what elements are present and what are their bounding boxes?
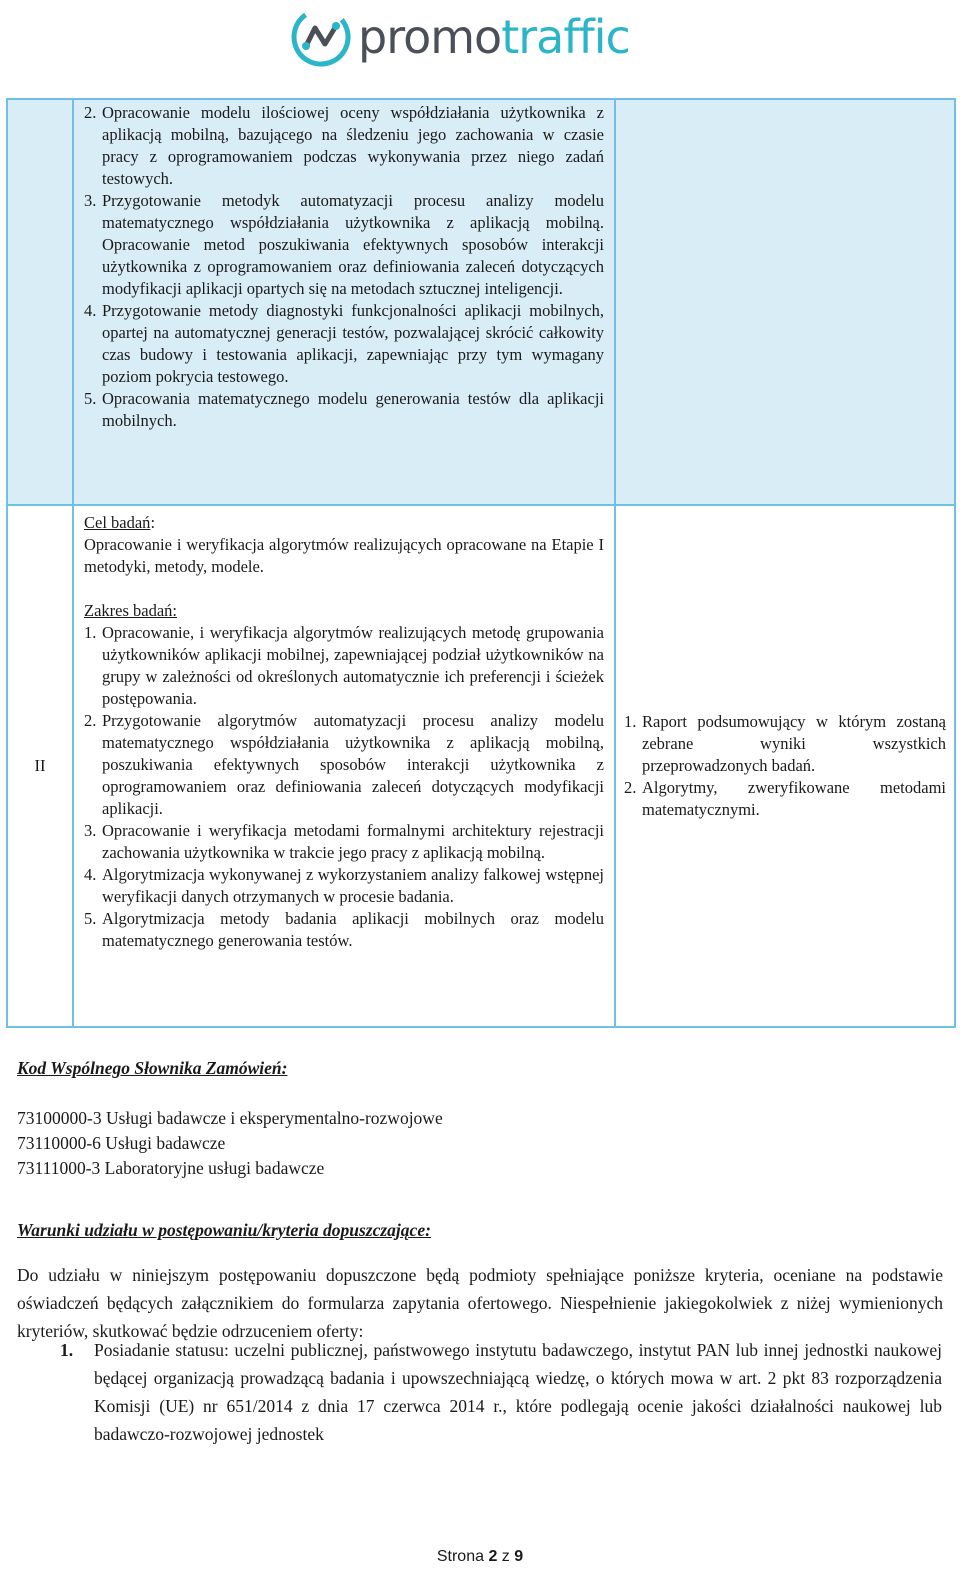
- table-row: [7, 99, 955, 505]
- list-item-text: Opracowania matematycznego modelu generowania testów dla aplikacji mobilnych.: [102, 389, 604, 430]
- conditions-heading: Warunki udziału w postępowaniu/kryteria dopuszczające:: [17, 1220, 431, 1240]
- goal-label: Cel badań: [84, 513, 151, 532]
- stage-number-cell: II: [7, 505, 73, 1027]
- footer-separator: z: [501, 1548, 510, 1565]
- scope-list: [84, 622, 604, 952]
- footer-page-number: 2: [488, 1548, 498, 1565]
- list-item-text: Przygotowanie metodyk automatyzacji procesu analizy modelu matematycznego współdziałania użytkownika z aplikacją mobilną. Opracowanie metod poszukiwania efektywnych sposobów interakcji użytkownika z oprogramowaniem oraz definiowania zaleceń dotyczących modyfikacji aplikacji opartych się na metodach sztucznej inteligencji.: [102, 191, 604, 298]
- scope-list: [84, 102, 604, 432]
- list-item-number: 3.: [84, 821, 97, 840]
- promotraffic-logo: [290, 6, 630, 68]
- goal-colon: :: [150, 513, 156, 532]
- list-item-number: 2.: [84, 103, 97, 122]
- cpv-code: 73110000-6 Usługi badawcze: [17, 1133, 226, 1153]
- logo-wordmark-part1: promo: [358, 10, 502, 64]
- list-item-text: Opracowanie modelu ilościowej oceny współdziałania użytkownika z aplikacją mobilną, bazującego na śledzeniu jego zachowania w czasie pracy z oprogramowaniem podczas wykonywania przez niego zadań testowych.: [102, 103, 604, 188]
- criteria-text: Posiadanie statusu: uczelni publicznej, państwowego instytutu badawczego, instytut PAN lub innej jednostki naukowej będącej organizacją prowadzącą badania i upowszechniającą wiedzę, o których mowa w art. 2 pkt 83 rozporządzenia Komisji (UE) nr 651/2014 z dnia 17 czerwca 2014 r., które podlegają ocenie jakości działalności naukowej lub badawczo-rozwojowej jednostek: [94, 1340, 942, 1444]
- cpv-heading: Kod Wspólnego Słownika Zamówień:: [17, 1058, 288, 1078]
- list-item: [624, 711, 946, 777]
- list-item-number: 4.: [84, 301, 97, 320]
- list-item-text: Algorytmy, zweryfikowane metodami matematycznymi.: [642, 778, 946, 819]
- cpv-code: 73100000-3 Usługi badawcze i eksperymentalno-rozwojowe: [17, 1108, 443, 1128]
- page-footer: [0, 1548, 960, 1566]
- list-item: [84, 102, 604, 190]
- footer-page-label: Strona: [436, 1548, 484, 1565]
- logo-wordmark-part2: traffic: [501, 10, 630, 64]
- list-item: [624, 777, 946, 821]
- list-item-text: Opracowanie, i weryfikacja algorytmów realizujących metodę grupowania użytkowników aplikacji mobilnej, zapewniającej podział użytkowników na grupy w zależności od określonych automatycznie ich preferencji i ścieżek postępowania.: [102, 623, 604, 708]
- list-item-number: 1.: [84, 623, 97, 642]
- list-item-number: 2.: [624, 778, 637, 797]
- list-item-text: Raport podsumowujący w którym zostaną zebrane wyniki wszystkich przeprowadzonych badań.: [642, 712, 946, 775]
- list-item-text: Algorytmizacja metody badania aplikacji mobilnych oraz modelu matematycznego generowania testów.: [102, 909, 604, 950]
- page-header: [0, 0, 960, 80]
- criteria-item: [60, 1336, 942, 1448]
- stage-number-cell: [7, 99, 73, 505]
- list-item: [84, 710, 604, 820]
- list-item-text: Przygotowanie algorytmów automatyzacji procesu analizy modelu matematycznego współdziałania użytkownika z aplikacją mobilną, poszukiwania efektywnych sposobów interakcji użytkownika z oprogramowaniem oraz definiowania zaleceń dotyczących modyfikacji aplikacji.: [102, 711, 604, 818]
- goal-heading: [84, 512, 604, 534]
- list-item-text: Opracowanie i weryfikacja metodami formalnymi architektury rejestracji zachowania użytkownika w trakcie jego pracy z aplikacją mobilną.: [102, 821, 604, 862]
- criteria-number: 1.: [60, 1340, 74, 1360]
- list-item-number: 5.: [84, 389, 97, 408]
- list-item-text: Algorytmizacja wykonywanej z wykorzystaniem analizy falkowej wstępnej weryfikacji danych otrzymanych w procesie badania.: [102, 865, 604, 906]
- list-item-text: Przygotowanie metody diagnostyki funkcjonalności aplikacji mobilnych, opartej na automatycznej generacji testów, pozwalającej skrócić całkowity czas budowy i testowania aplikacji, zapewniając przy tym wymagany poziom pokrycia testowego.: [102, 301, 604, 386]
- list-item-number: 3.: [84, 191, 97, 210]
- promotraffic-logo-icon: [290, 6, 352, 68]
- list-item-number: 4.: [84, 865, 97, 884]
- list-item-number: 2.: [84, 711, 97, 730]
- scope-label: Zakres badań:: [84, 601, 177, 620]
- goal-text: Opracowanie i weryfikacja algorytmów realizujących opracowane na Etapie I metodyki, metody, modele.: [84, 535, 604, 576]
- list-item: [84, 622, 604, 710]
- cpv-code: 73111000-3 Laboratoryjne usługi badawcze: [17, 1158, 325, 1178]
- table-row: [7, 505, 955, 1027]
- results-cell: [615, 505, 955, 1027]
- results-cell: [615, 99, 955, 505]
- cpv-section: [17, 1056, 943, 1181]
- list-item: [84, 190, 604, 300]
- list-item: [84, 908, 604, 952]
- list-item-number: 1.: [624, 712, 637, 731]
- research-stages-table: [6, 98, 956, 1028]
- logo-wordmark: [358, 10, 630, 64]
- scope-cell: [73, 505, 615, 1027]
- results-list: [624, 711, 946, 821]
- conditions-intro: Do udziału w niniejszym postępowaniu dopuszczone będą podmioty spełniające poniższe kryteria, oceniane na podstawie oświadczeń będących załącznikiem do formularza zapytania ofertowego. Niespełnienie jakiegokolwiek z niżej wymienionych kryteriów, skutkować będzie odrzuceniem oferty:: [17, 1265, 943, 1341]
- conditions-section: [17, 1218, 943, 1345]
- list-item: [84, 300, 604, 388]
- list-item-number: 5.: [84, 909, 97, 928]
- list-item: [84, 820, 604, 864]
- footer-page-total: 9: [514, 1548, 524, 1565]
- list-item: [84, 864, 604, 908]
- list-item: [84, 388, 604, 432]
- scope-cell: [73, 99, 615, 505]
